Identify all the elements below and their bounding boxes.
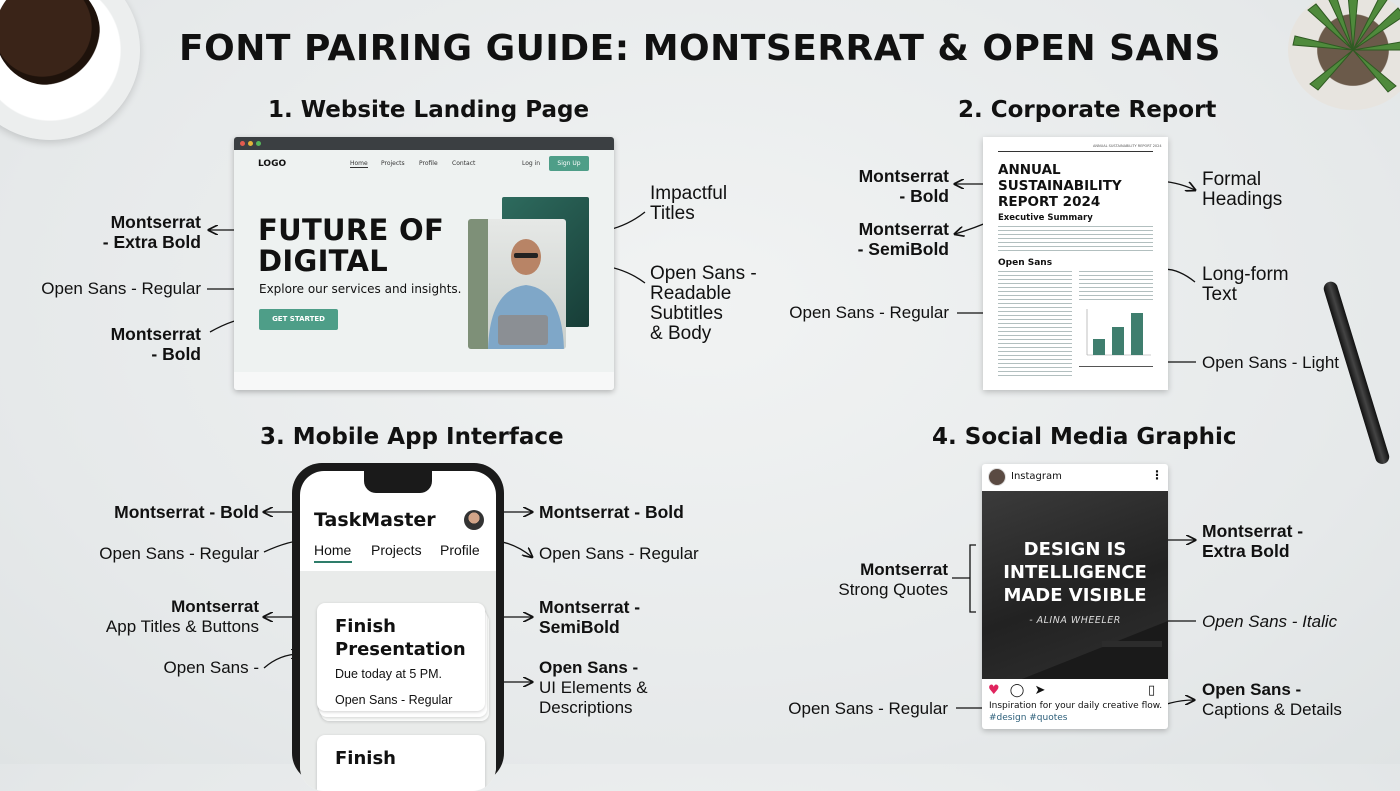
section-heading-mobile: 3. Mobile App Interface: [260, 424, 564, 450]
tab-profile[interactable]: Profile: [440, 542, 480, 558]
heart-icon[interactable]: ♥: [988, 683, 1000, 698]
annotation-mobile-left-regular: Open Sans - Regular: [99, 544, 259, 563]
body-text-column-right: [1079, 271, 1153, 301]
nav-projects[interactable]: Projects: [381, 160, 405, 167]
annotation-mobile-right-semibold: Montserrat - SemiBold: [539, 597, 641, 637]
minimize-dot-icon: [248, 141, 253, 146]
task-font-label: Open Sans - Regular: [335, 693, 453, 707]
active-tab-indicator: [314, 561, 352, 563]
task-list: [300, 571, 496, 791]
section-heading-report: 2. Corporate Report: [958, 97, 1217, 123]
annotation-open-sans-italic: Open Sans - Italic: [1202, 612, 1338, 631]
nav-home[interactable]: Home: [350, 160, 368, 167]
website-landing-mockup: [234, 137, 614, 390]
instagram-label: Instagram: [1011, 471, 1062, 482]
summary-text-block: [998, 226, 1153, 252]
comment-icon[interactable]: ◯: [1009, 683, 1025, 698]
app-title: TaskMaster: [314, 509, 436, 531]
hero-title: [258, 215, 444, 277]
annotation-report-montserrat-semibold: Montserrat - SemiBold: [857, 219, 949, 259]
corporate-report-mockup: [983, 137, 1168, 390]
annotation-strong-quotes: Montserrat Strong Quotes: [838, 560, 948, 599]
annotation-social-extra-bold: Montserrat - Extra Bold: [1202, 521, 1304, 561]
page-title: FONT PAIRING GUIDE: MONTSERRAT & OPEN SANS: [179, 28, 1221, 69]
instagram-post-mockup: [982, 464, 1168, 729]
hero-subtitle: Explore our services and insights.: [259, 282, 462, 296]
quote-author: - ALINA WHEELER: [1029, 615, 1121, 626]
profile-avatar[interactable]: [988, 468, 1006, 486]
open-sans-heading: Open Sans: [998, 258, 1053, 268]
maximize-dot-icon: [256, 141, 261, 146]
person-photo: [468, 219, 566, 349]
login-link[interactable]: Log in: [522, 160, 541, 167]
annotation-report-montserrat-bold: Montserrat - Bold: [858, 166, 949, 206]
site-footer: [234, 372, 614, 390]
annotation-long-form-text: Long-form Text: [1202, 264, 1289, 305]
quote-text: DESIGN IS INTELLIGENCE MADE VISIBLE: [1003, 539, 1147, 606]
browser-bar: [234, 137, 614, 150]
section-heading-website: 1. Website Landing Page: [268, 97, 590, 123]
annotation-mobile-left-titles: Montserrat App Titles & Buttons: [105, 597, 259, 636]
annotation-montserrat-bold: Montserrat - Bold: [110, 324, 201, 364]
annotation-mobile-left-open: Open Sans -: [163, 658, 259, 677]
annotation-captions-details: Open Sans - Captions & Details: [1202, 680, 1342, 719]
annotation-open-sans-regular: Open Sans - Regular: [41, 279, 201, 298]
annotation-mobile-right-bold: Montserrat - Bold: [539, 502, 684, 522]
bookmark-icon[interactable]: ▯: [1148, 683, 1156, 698]
person-illustration: [468, 219, 566, 349]
task-title: Finish Presentation: [335, 616, 466, 660]
footer-rule: [1079, 366, 1153, 367]
header-rule: [998, 151, 1153, 152]
annotation-formal-headings: Formal Headings: [1202, 169, 1283, 210]
report-running-header: ANNUAL SUSTAINABILITY REPORT 2024: [1093, 144, 1162, 148]
more-options-icon[interactable]: ⋮: [1151, 468, 1163, 482]
section-heading-social: 4. Social Media Graphic: [932, 424, 1237, 450]
annotation-social-open-sans-regular: Open Sans - Regular: [788, 699, 948, 718]
site-logo: LOGO: [258, 159, 287, 169]
nav-contact[interactable]: Contact: [452, 160, 476, 167]
post-hashtags[interactable]: #design #quotes: [989, 713, 1068, 723]
hero-line-2: DIGITAL: [258, 244, 389, 278]
annotation-impactful-titles: Impactful Titles: [650, 183, 728, 224]
report-title: ANNUAL SUSTAINABILITY REPORT 2024: [998, 162, 1122, 210]
mobile-phone-mockup: [292, 463, 504, 783]
tab-projects[interactable]: Projects: [371, 542, 422, 558]
tab-home[interactable]: Home: [314, 542, 352, 558]
get-started-button[interactable]: GET STARTED: [259, 309, 338, 330]
hero-line-1: FUTURE OF: [258, 213, 445, 247]
task-title: Finish: [335, 748, 396, 769]
annotation-readable-body: Open Sans - Readable Subtitles & Body: [650, 263, 757, 344]
report-bar-chart: [1079, 305, 1153, 361]
annotation-open-sans-light: Open Sans - Light: [1202, 353, 1340, 372]
annotation-mobile-left-bold: Montserrat - Bold: [114, 502, 259, 522]
post-caption: Inspiration for your daily creative flow. #design #quotes: [989, 701, 1163, 723]
annotation-mobile-right-ui: Open Sans - UI Elements & Descriptions: [539, 658, 648, 717]
annotation-mobile-right-regular: Open Sans - Regular: [539, 544, 699, 563]
annotation-montserrat-extra-bold: Montserrat - Extra Bold: [102, 212, 201, 252]
phone-screen: [300, 471, 496, 791]
share-icon[interactable]: ➤: [1034, 683, 1046, 698]
task-card[interactable]: [317, 603, 485, 711]
signup-button[interactable]: Sign Up: [549, 156, 589, 171]
avatar[interactable]: [464, 510, 484, 530]
body-text-column: [998, 271, 1072, 377]
annotation-report-open-sans-regular: Open Sans - Regular: [789, 303, 949, 322]
action-icons: [988, 683, 1156, 698]
nav-profile[interactable]: Profile: [419, 160, 438, 167]
task-card[interactable]: [317, 735, 485, 791]
close-dot-icon: [240, 141, 245, 146]
task-due: Due today at 5 PM.: [335, 667, 443, 681]
phone-notch: [364, 471, 432, 493]
executive-summary-heading: Executive Summary: [998, 213, 1093, 223]
